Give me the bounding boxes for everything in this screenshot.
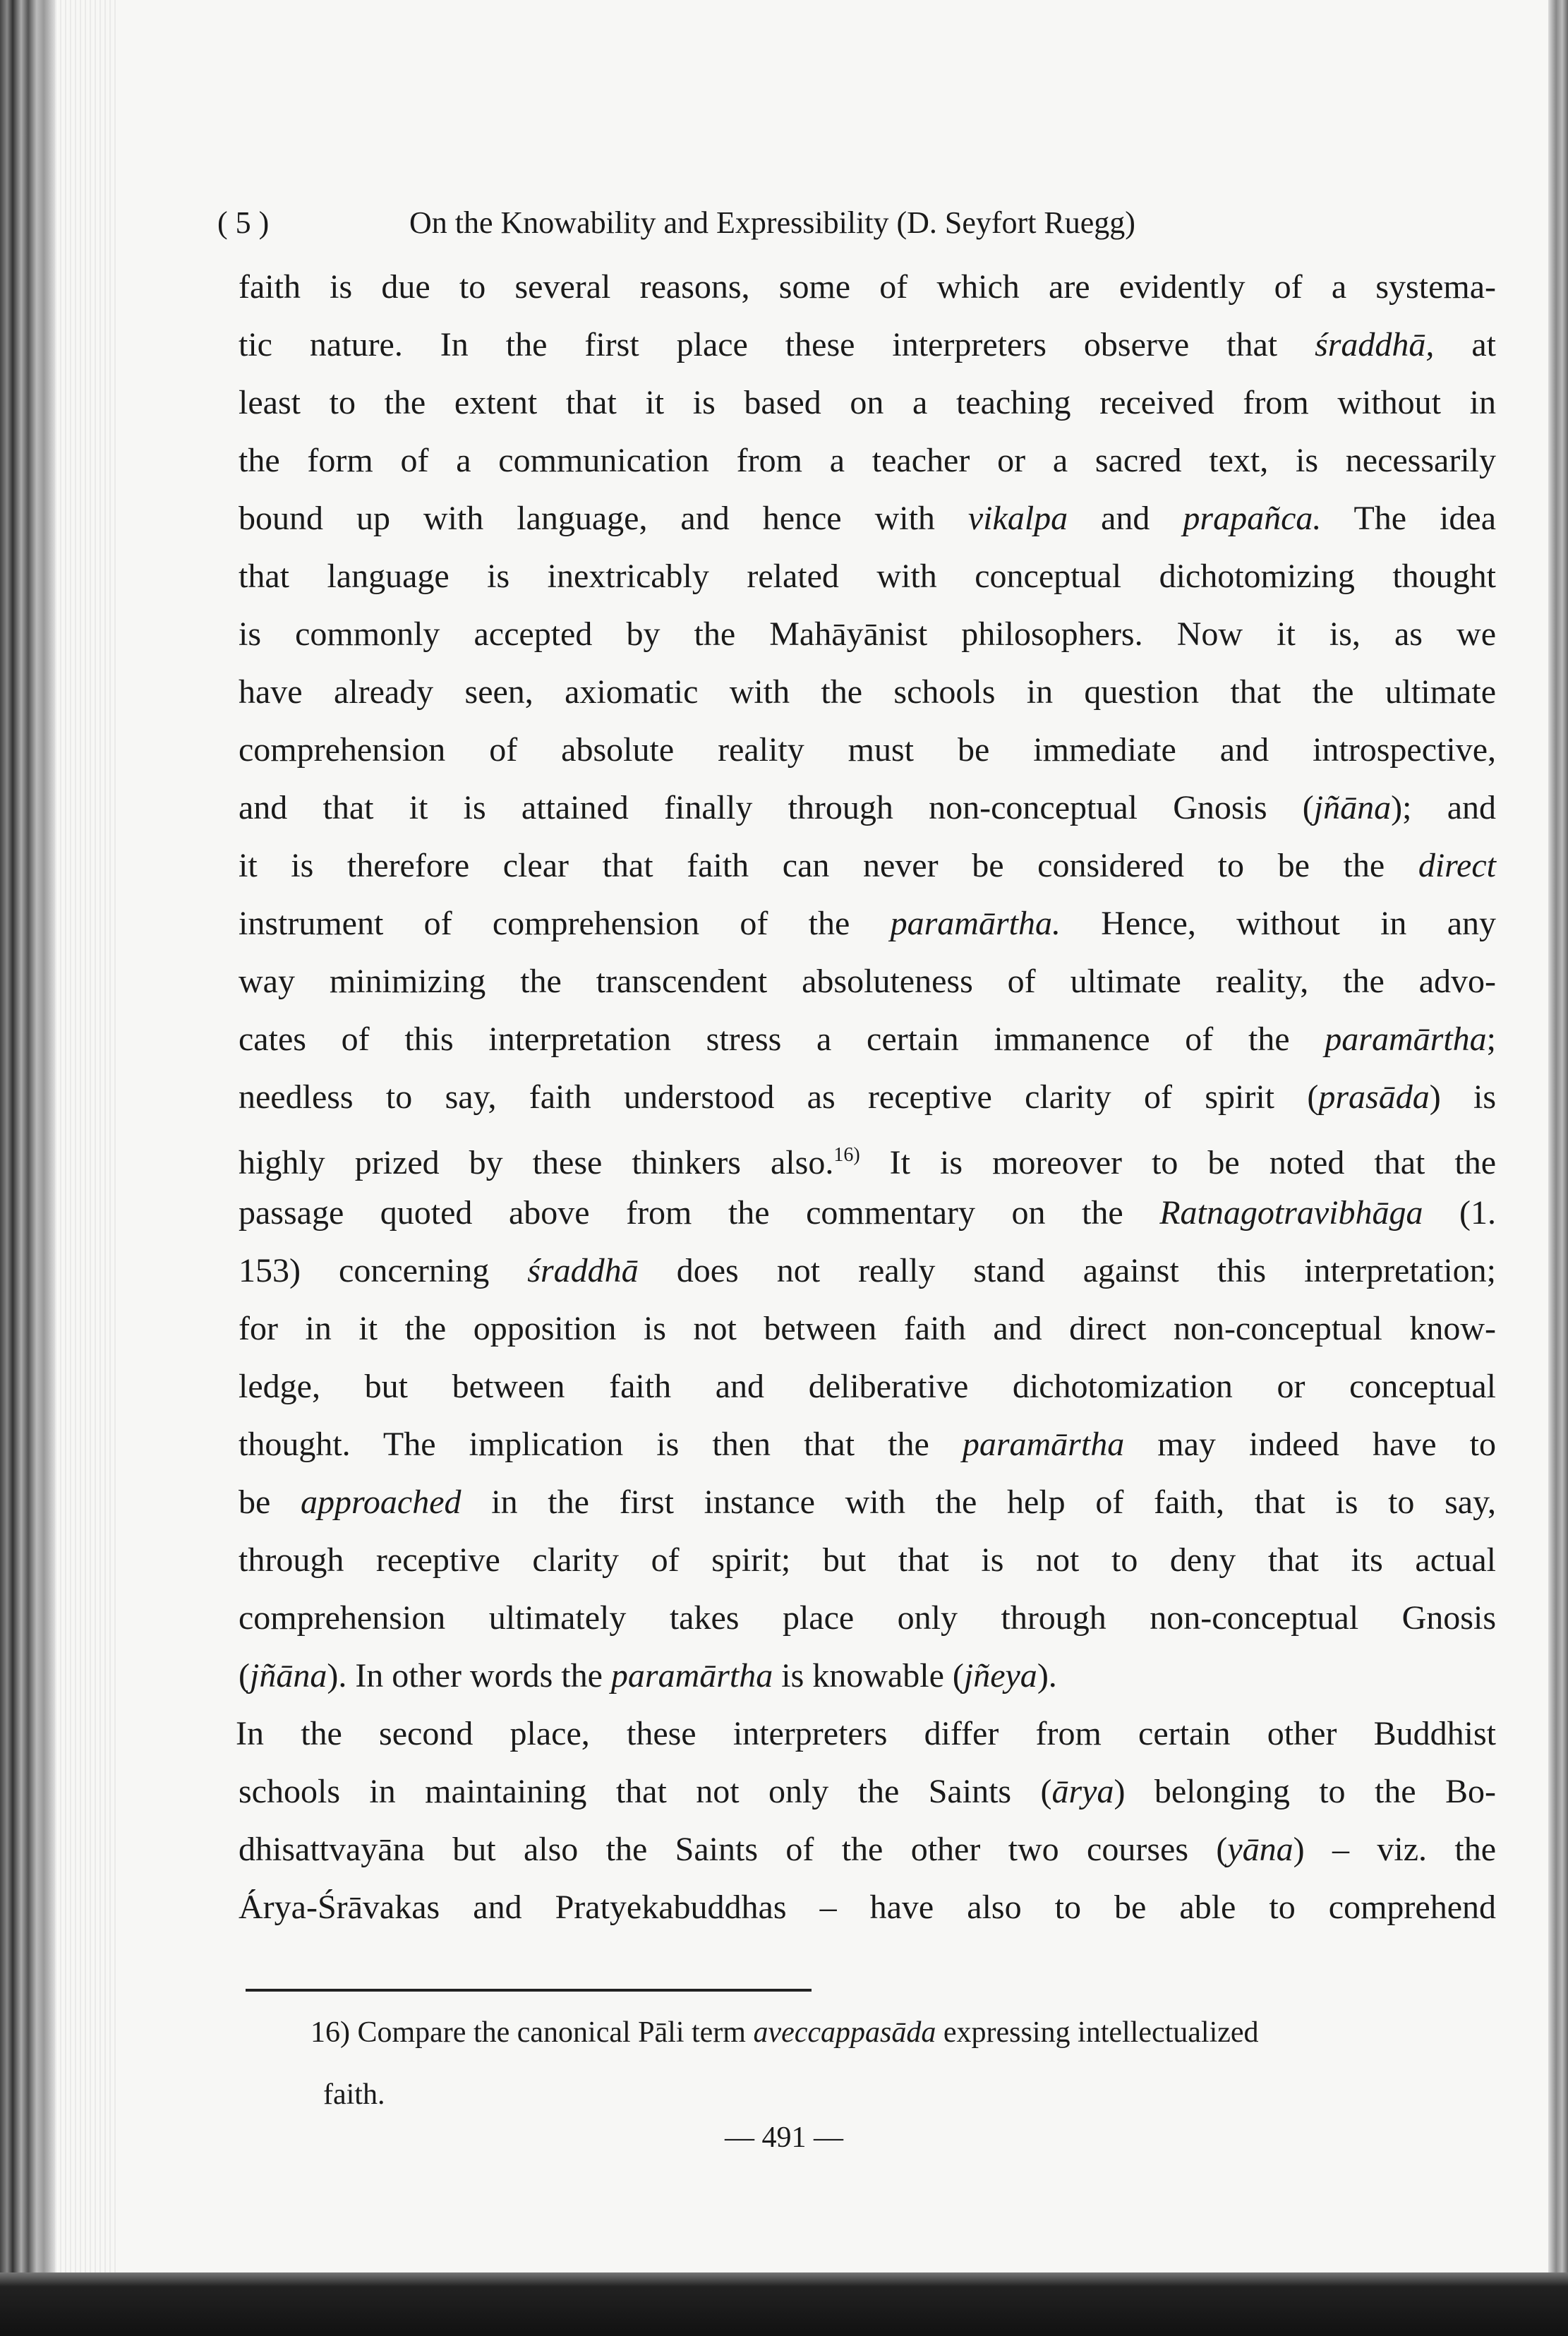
italic-term: paramārtha.: [890, 905, 1061, 942]
text-run: ).: [1037, 1657, 1057, 1694]
italic-term: śraddhā: [527, 1252, 639, 1289]
text-run: the form of a communication from a teacher or a sacred text, is necessarily: [239, 442, 1496, 479]
text-line: [239, 1300, 1496, 1358]
text-run: expressing intellectualized: [936, 2016, 1259, 2049]
text-line: [239, 1531, 1496, 1589]
book-spine-shadow: [0, 0, 55, 2336]
text-run: in the first instance with the help of faith, that is to say,: [461, 1483, 1496, 1521]
text-run: have already seen, axiomatic with the schools in question that the ultimate: [239, 673, 1496, 711]
italic-term: ārya: [1051, 1773, 1114, 1810]
text-line: [239, 1358, 1496, 1416]
text-run: faith.: [323, 2078, 385, 2111]
text-run: ); and: [1391, 789, 1496, 826]
italic-term: vikalpa: [967, 500, 1068, 537]
text-run: instrument of comprehension of the: [239, 905, 891, 942]
text-line: [239, 1647, 1496, 1705]
text-run: comprehension ultimately takes place only through non-conceptual Gnosis: [239, 1599, 1496, 1637]
text-run: and: [1068, 500, 1183, 537]
text-run: is knowable (: [773, 1657, 964, 1694]
text-line: [239, 779, 1496, 837]
text-run: least to the extent that it is based on a teaching received from without in: [239, 384, 1496, 421]
running-title: On the Knowability and Expressibility (D. Seyfort Ruegg): [409, 205, 1135, 240]
text-run: comprehension of absolute reality must be immediate and introspective,: [239, 731, 1496, 769]
text-line: [239, 721, 1496, 779]
main-text: [236, 258, 1497, 1937]
italic-term: prasāda: [1318, 1078, 1430, 1116]
text-run: and that it is attained finally through non-conceptual Gnosis (: [239, 789, 1314, 826]
text-run: Hence, without in any: [1060, 905, 1497, 942]
text-line: [239, 258, 1496, 316]
text-run: ledge, but between faith and deliberative dichotomization or conceptual: [239, 1368, 1496, 1405]
text-line: [239, 1763, 1496, 1821]
italic-term: paramārtha: [962, 1426, 1125, 1463]
text-run: thought. The implication is then that the: [239, 1426, 963, 1463]
text-line: [239, 606, 1496, 663]
text-run: In the second place, these interpreters differ from certain other Buddhist: [236, 1715, 1496, 1752]
text-run: 153) concerning: [239, 1252, 528, 1289]
text-line: [239, 1011, 1496, 1068]
text-line: [239, 1184, 1496, 1242]
gutter-texture: [55, 0, 119, 2280]
text-run: ;: [1486, 1021, 1496, 1058]
italic-term: direct: [1418, 847, 1496, 884]
italic-term: jñāna: [249, 1657, 327, 1694]
text-run: may indeed have to: [1124, 1426, 1497, 1463]
footnote-rule: [246, 1989, 812, 1992]
italic-term: paramārtha: [610, 1657, 773, 1694]
text-line: [239, 432, 1496, 490]
text-run: (1.: [1423, 1194, 1497, 1232]
text-run: 16) Compare the canonical Pāli term: [310, 2016, 754, 2049]
text-run: does not really stand against this interpretation;: [638, 1252, 1497, 1289]
text-line: [239, 837, 1496, 895]
text-run: be: [239, 1483, 301, 1521]
text-run: highly prized by these thinkers also.: [239, 1144, 834, 1181]
italic-term: approached: [301, 1483, 462, 1521]
text-run: Árya-Śrāvakas and Pratyekabuddhas – have also to be able to comprehend: [239, 1889, 1496, 1926]
italic-term: prapañca.: [1183, 500, 1322, 537]
text-run: tic nature. In the first place these interpreters observe that: [239, 326, 1315, 363]
text-run: The idea: [1321, 500, 1497, 537]
text-run: at: [1434, 326, 1497, 363]
running-header: [217, 205, 1417, 247]
text-line: [239, 895, 1496, 953]
italic-term: jñeya: [963, 1657, 1037, 1694]
footnotes: [310, 2001, 1510, 2126]
text-line: [239, 548, 1496, 606]
text-run: ) is: [1429, 1078, 1497, 1116]
text-run: schools in maintaining that not only the Saints (: [239, 1773, 1052, 1810]
text-line: [239, 1589, 1496, 1647]
text-run: dhisattvayāna but also the Saints of the other two courses (: [239, 1831, 1228, 1868]
section-number: ( 5 ): [217, 205, 270, 240]
page-number: — 491 —: [725, 2121, 843, 2154]
scan-bottom-border: [0, 2272, 1568, 2336]
text-run: way minimizing the transcendent absoluteness of ultimate reality, the advo-: [239, 963, 1496, 1000]
italic-term: aveccappasāda: [753, 2016, 936, 2049]
text-run: cates of this interpretation stress a certain immanence of the: [239, 1021, 1325, 1058]
text-run: bound up with language, and hence with: [239, 500, 968, 537]
text-line: [239, 1416, 1496, 1474]
text-line: [236, 1705, 1496, 1763]
text-run: through receptive clarity of spirit; but that is not to deny that its actual: [239, 1541, 1496, 1579]
text-line: [310, 2001, 1510, 2064]
italic-term: paramārtha: [1325, 1021, 1487, 1058]
text-line: [239, 1474, 1496, 1531]
text-run: faith is due to several reasons, some of which are evidently of a systema-: [239, 268, 1496, 306]
italic-term: Ratnagotravibhāga: [1159, 1194, 1423, 1232]
text-run: passage quoted above from the commentary on the: [239, 1194, 1160, 1232]
text-run: for in it the opposition is not between faith and direct non-conceptual know-: [239, 1310, 1496, 1347]
text-line: [239, 316, 1496, 374]
text-run: ) belonging to the Bo-: [1114, 1773, 1496, 1810]
text-line: [310, 2064, 1510, 2126]
text-run: (: [239, 1657, 250, 1694]
text-run: ) – viz. the: [1293, 1831, 1496, 1868]
text-line: [239, 953, 1496, 1011]
page-edge-shadow: [1548, 0, 1568, 2280]
text-line: [239, 1242, 1496, 1300]
italic-term: jñāna: [1313, 789, 1392, 826]
text-run: It is moreover to be noted that the: [860, 1144, 1497, 1181]
text-line: [239, 1821, 1496, 1879]
text-run: that language is inextricably related with conceptual dichotomizing thought: [239, 558, 1496, 595]
text-run: is commonly accepted by the Mahāyānist philosophers. Now it is, as we: [239, 615, 1496, 653]
text-line: [239, 1879, 1496, 1937]
text-line: [239, 374, 1496, 432]
text-line: [239, 490, 1496, 548]
text-run: ). In other words the: [327, 1657, 611, 1694]
text-line: [239, 1126, 1496, 1184]
footnote-ref: 16): [833, 1144, 860, 1166]
text-run: needless to say, faith understood as receptive clarity of spirit (: [239, 1078, 1319, 1116]
text-line: [239, 1068, 1496, 1126]
italic-term: yāna: [1227, 1831, 1293, 1868]
text-run: it is therefore clear that faith can never be considered to be the: [239, 847, 1418, 884]
text-line: [239, 663, 1496, 721]
italic-term: śraddhā,: [1315, 326, 1435, 363]
